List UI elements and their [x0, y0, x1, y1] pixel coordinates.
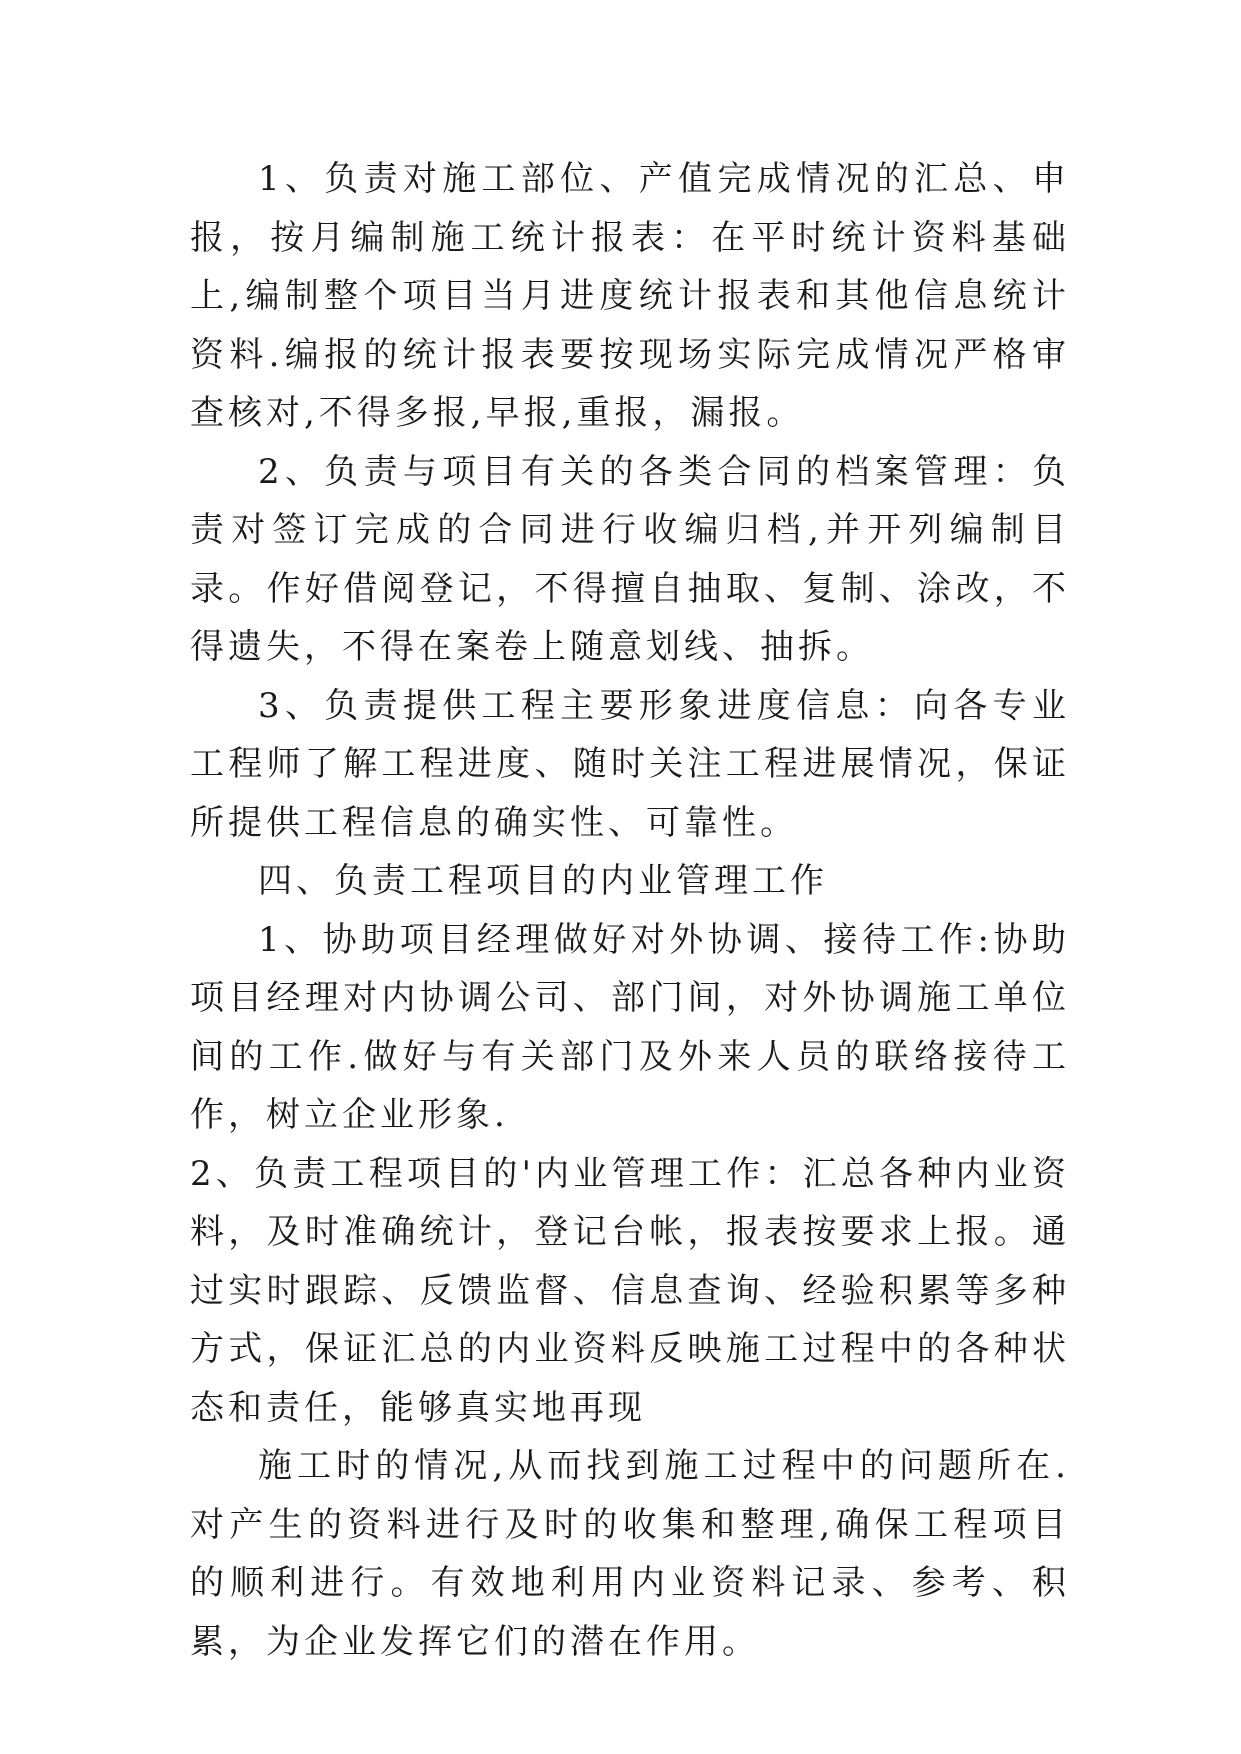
document-page — [190, 150, 1070, 1671]
paragraph-coordination-reception: 1、协助项目经理做好对外协调、接待工作:协助项目经理对内协调公司、部门间，对外协调施工单位间的工作.做好与有关部门及外来人员的联络接待工作，树立企业形象. — [190, 919, 1070, 1135]
paragraph-progress-information: 3、负责提供工程主要形象进度信息：向各专业工程师了解工程进度、随时关注工程进展情况，保证所提供工程信息的确实性、可靠性。 — [190, 685, 1070, 843]
paragraph-internal-records: 2、负责工程项目的'内业管理工作：汇总各种内业资料，及时准确统计，登记台帐，报表按要求上报。通过实时跟踪、反馈监督、信息查询、经验积累等多种方式，保证汇总的内业资料反映施工过程中的各种状态和责任，能够真实地再现 — [190, 1153, 1070, 1428]
paragraph-contract-archives: 2、负责与项目有关的各类合同的档案管理：负责对签订完成的合同进行收编归档,并开列编制目录。作好借阅登记，不得擅自抽取、复制、涂改，不得遗失，不得在案卷上随意划线、抽拆。 — [190, 451, 1070, 667]
section-heading-internal-management: 四、负责工程项目的内业管理工作 — [258, 861, 828, 901]
paragraph-statistics-reporting: 1、负责对施工部位、产值完成情况的汇总、申报，按月编制施工统计报表：在平时统计资料基础上,编制整个项目当月进度统计报表和其他信息统计资料.编报的统计报表要按现场实际完成情况严格审查核对,不得多报,早报,重报，漏报。 — [190, 159, 1070, 433]
paragraph-construction-records: 施工时的情况,从而找到施工过程中的问题所在.对产生的资料进行及时的收集和整理,确保工程项目的顺利进行。有效地利用内业资料记录、参考、积累，为企业发挥它们的潜在作用。 — [190, 1446, 1070, 1662]
